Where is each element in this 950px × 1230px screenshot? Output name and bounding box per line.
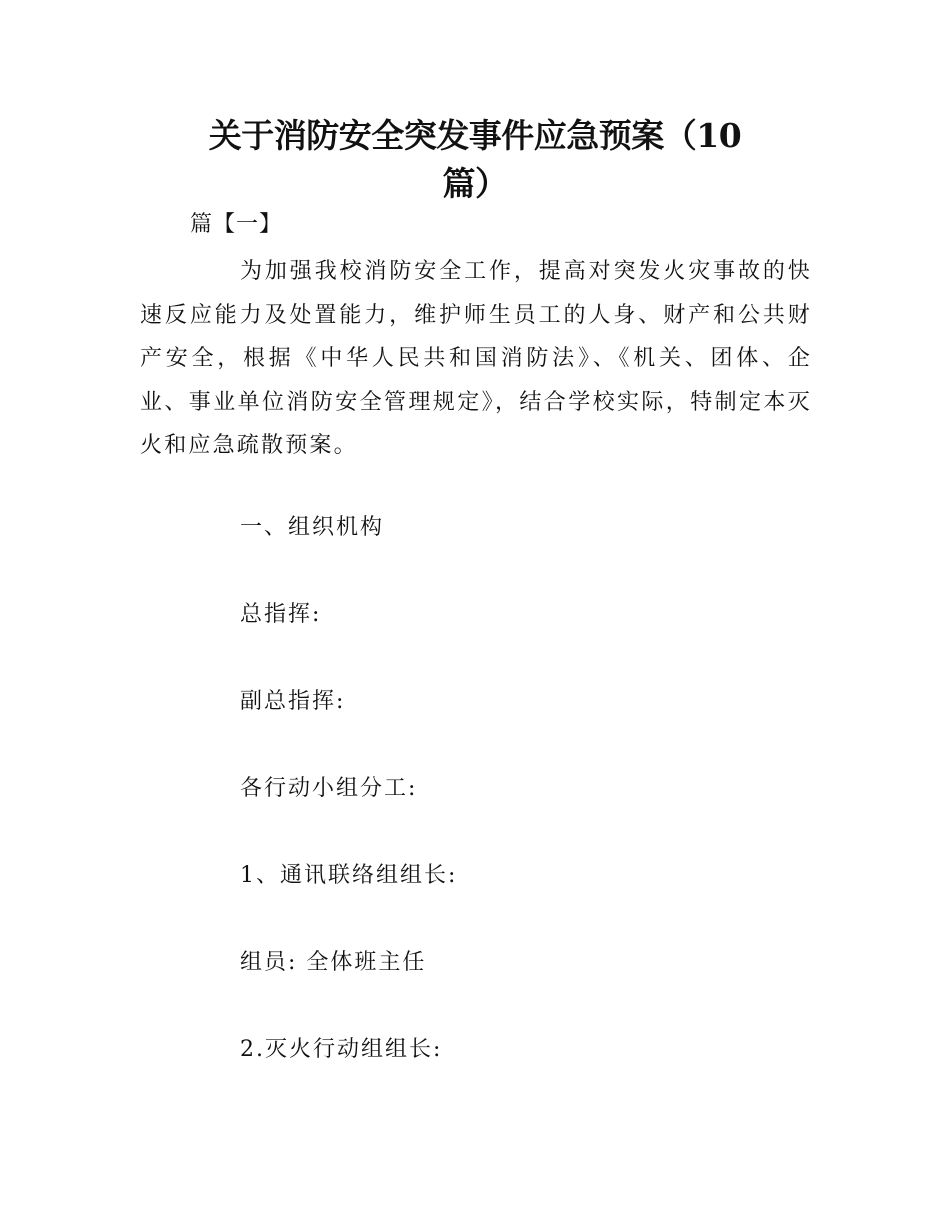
line-commander: 总指挥: (240, 602, 322, 627)
intro-paragraph: 为加强我校消防安全工作，提高对突发火灾事故的快速反应能力及处置能力，维护师生员工的人身、财产和公共财产安全，根据《中华人民共和国消防法》、《机关、团体、企业、事业单位消防安全管理规定》，结合学校实际，特制定本灭火和应急疏散预案。 (140, 259, 812, 458)
line-team-division: 各行动小组分工: (240, 776, 418, 801)
title-line-2: 篇） (442, 164, 508, 203)
heading-organization: 一、组织机构 (240, 515, 385, 540)
section-label: 篇【一】 (190, 212, 283, 237)
title-line-1: 关于消防安全突发事件应急预案（10 (208, 116, 742, 155)
line-deputy-commander: 副总指挥: (240, 689, 346, 714)
line-firefighting-leader: 2.灭火行动组组长: (240, 1037, 443, 1062)
document-title (140, 112, 810, 208)
line-communication-leader: 1、通讯联络组组长: (240, 863, 458, 888)
line-members: 组员: 全体班主任 (240, 950, 427, 975)
